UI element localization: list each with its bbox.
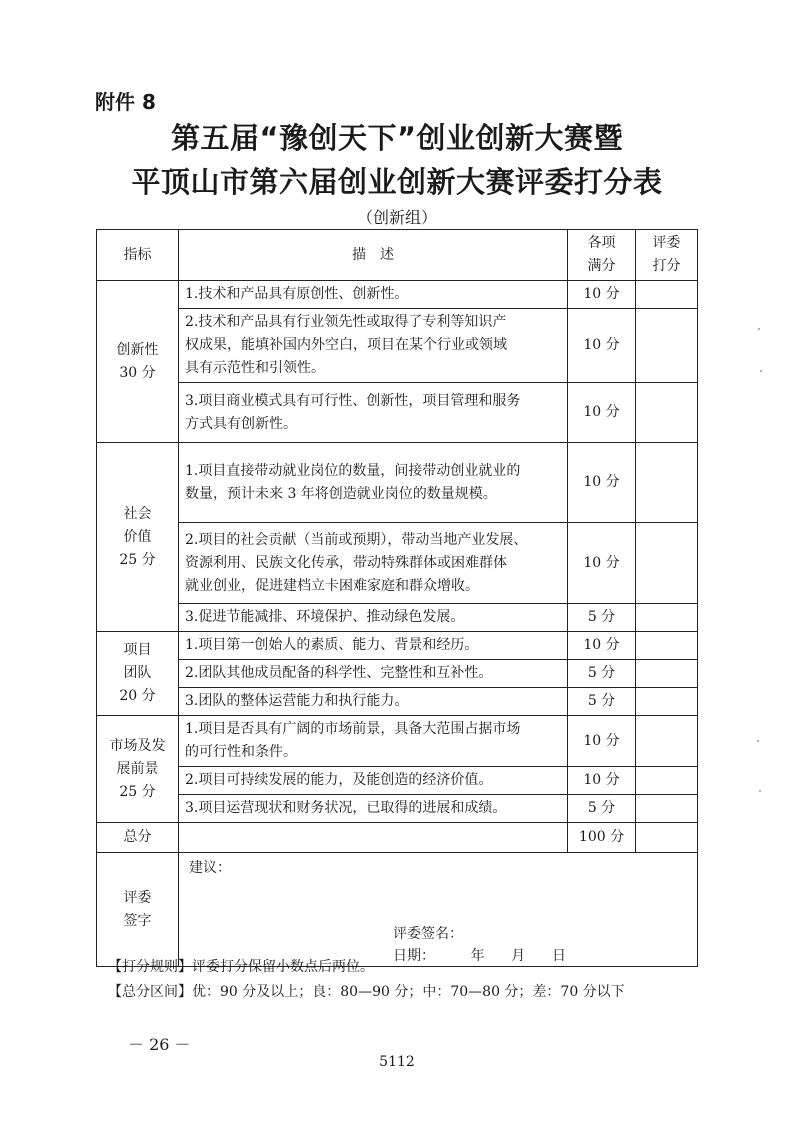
table-row (97, 795, 698, 823)
scan-speck (760, 370, 762, 372)
category-cell (97, 632, 179, 716)
criterion-description (179, 716, 568, 767)
description-line: 就业创业，促进建档立卡困难家庭和群众增收。 (185, 577, 479, 594)
table-row (97, 281, 698, 309)
description-line: 数量，预计未来 3 年将创造就业岗位的数量规模。 (185, 485, 497, 502)
title-line-2: 平顶山市第六届创业创新大赛评委打分表 (131, 165, 663, 199)
description-line: 2.团队其他成员配备的科学性、完整性和互补性。 (185, 665, 493, 681)
criterion-description (179, 523, 568, 604)
total-full-score: 100 分 (568, 823, 636, 853)
category-line: 展前景 (116, 760, 159, 777)
category-line: 市场及发 (109, 737, 166, 754)
criterion-full-score: 10 分 (568, 523, 636, 604)
table-row (97, 688, 698, 716)
table-row (97, 523, 698, 604)
signature-label-line: 签字 (123, 912, 152, 929)
judge-score-cell[interactable] (636, 795, 698, 823)
criterion-full-score: 10 分 (568, 281, 636, 309)
header-full-score-line: 各项 (587, 235, 616, 251)
category-cell (97, 716, 179, 823)
header-judge-score (636, 230, 698, 281)
scoring-table (96, 229, 698, 967)
description-line: 2.项目可持续发展的能力，及能创造的经济价值。 (185, 772, 493, 788)
total-judge-score-cell[interactable] (636, 823, 698, 853)
table-row (97, 632, 698, 660)
criterion-full-score: 10 分 (568, 309, 636, 383)
category-line: 项目 (123, 642, 152, 658)
date-label: 日期： 年 月 日 (393, 948, 567, 964)
description-line: 3.项目商业模式具有可行性、创新性，项目管理和服务 (185, 392, 521, 409)
judge-score-cell[interactable] (636, 281, 698, 309)
scan-speck (757, 740, 759, 742)
suggestion-area[interactable] (179, 853, 698, 967)
signature-label (97, 853, 179, 967)
criterion-description (179, 660, 568, 688)
suggestion-label: 建议： (189, 860, 231, 876)
total-description-cell (179, 823, 568, 853)
criterion-full-score: 10 分 (568, 383, 636, 443)
criterion-full-score: 5 分 (568, 660, 636, 688)
signature-label-line: 评委 (123, 889, 152, 906)
scan-speck (758, 328, 760, 330)
category-line: 社会 (123, 505, 152, 522)
header-judge-score-line: 打分 (652, 258, 681, 274)
criterion-full-score: 10 分 (568, 716, 636, 767)
table-row (97, 660, 698, 688)
category-cell (97, 281, 179, 443)
criterion-description (179, 281, 568, 309)
header-full-score (568, 230, 636, 281)
description-line: 1.技术和产品具有原创性、创新性。 (185, 286, 409, 302)
description-line: 3.促进节能减排、环境保护、推动绿色发展。 (185, 609, 465, 625)
criterion-description (179, 767, 568, 795)
judge-score-cell[interactable] (636, 523, 698, 604)
table-row (97, 604, 698, 632)
judge-score-cell[interactable] (636, 632, 698, 660)
judge-score-cell[interactable] (636, 443, 698, 523)
description-line: 1.项目第一创始人的素质、能力、背景和经历。 (185, 637, 479, 653)
table-row (97, 383, 698, 443)
table-row (97, 309, 698, 383)
scan-speck (759, 790, 761, 792)
criterion-full-score: 5 分 (568, 795, 636, 823)
description-line: 2.技术和产品具有行业领先性或取得了专利等知识产 (185, 314, 507, 330)
total-row (97, 823, 698, 853)
description-line: 方式具有创新性。 (185, 415, 297, 432)
criterion-full-score: 10 分 (568, 767, 636, 795)
criterion-full-score: 5 分 (568, 604, 636, 632)
table-row (97, 767, 698, 795)
category-line: 创新性 (116, 341, 159, 358)
description-line: 1.项目直接带动就业岗位的数量，间接带动创业就业的 (185, 462, 521, 479)
description-line: 1.项目是否具有广阔的市场前景，具备大范围占据市场 (185, 721, 521, 737)
description-line: 的可行性和条件。 (185, 744, 297, 760)
header-description: 描 述 (179, 230, 568, 281)
attachment-label: 附件 8 (95, 90, 156, 114)
category-line: 团队 (123, 665, 152, 681)
title-line-1: 第五届“豫创天下”创业创新大赛暨 (170, 121, 624, 155)
judge-score-cell[interactable] (636, 660, 698, 688)
judge-score-cell[interactable] (636, 688, 698, 716)
category-line: 25 分 (119, 783, 156, 800)
document-code: 5112 (379, 1054, 415, 1070)
subtitle: （创新组） (356, 208, 437, 227)
description-line: 2.项目的社会贡献（当前或预期），带动当地产业发展、 (185, 531, 528, 548)
category-line: 价值 (123, 528, 152, 545)
description-line: 资源利用、民族文化传承，带动特殊群体或困难群体 (185, 554, 507, 571)
judge-score-cell[interactable] (636, 767, 698, 795)
table-row (97, 443, 698, 523)
criterion-description (179, 309, 568, 383)
criterion-description (179, 688, 568, 716)
judge-score-cell[interactable] (636, 716, 698, 767)
category-line: 20 分 (119, 688, 156, 704)
criterion-full-score: 5 分 (568, 688, 636, 716)
header-row (97, 230, 698, 281)
judge-score-cell[interactable] (636, 383, 698, 443)
header-full-score-line: 满分 (587, 258, 616, 274)
header-judge-score-line: 评委 (652, 235, 681, 251)
scoring-rule-note: 【打分规则】评委打分保留小数点后两位。 (108, 959, 374, 975)
scoring-table-body (97, 230, 698, 967)
description-line: 3.团队的整体运营能力和执行能力。 (185, 693, 409, 709)
signer-label: 评委签名： (393, 926, 463, 942)
criterion-description (179, 383, 568, 443)
header-indicator: 指标 (97, 230, 179, 281)
criterion-description (179, 604, 568, 632)
category-line: 25 分 (119, 551, 156, 568)
criterion-description (179, 443, 568, 523)
page-number: － 26 － (128, 1035, 191, 1054)
category-line: 30 分 (119, 364, 156, 381)
criterion-description (179, 632, 568, 660)
score-range-note: 【总分区间】优：90 分及以上；良：80—90 分；中：70—80 分；差：70 分以下 (108, 984, 625, 1000)
total-label: 总分 (97, 823, 179, 853)
description-line: 3.项目运营现状和财务状况，已取得的进展和成绩。 (185, 800, 507, 816)
table-row (97, 716, 698, 767)
description-line: 权成果，能填补国内外空白，项目在某个行业或领域 (185, 337, 507, 353)
criterion-full-score: 10 分 (568, 443, 636, 523)
signature-row (97, 853, 698, 967)
criterion-description (179, 795, 568, 823)
category-cell (97, 443, 179, 632)
judge-score-cell[interactable] (636, 604, 698, 632)
description-line: 具有示范性和引领性。 (185, 360, 325, 376)
judge-score-cell[interactable] (636, 309, 698, 383)
criterion-full-score: 10 分 (568, 632, 636, 660)
